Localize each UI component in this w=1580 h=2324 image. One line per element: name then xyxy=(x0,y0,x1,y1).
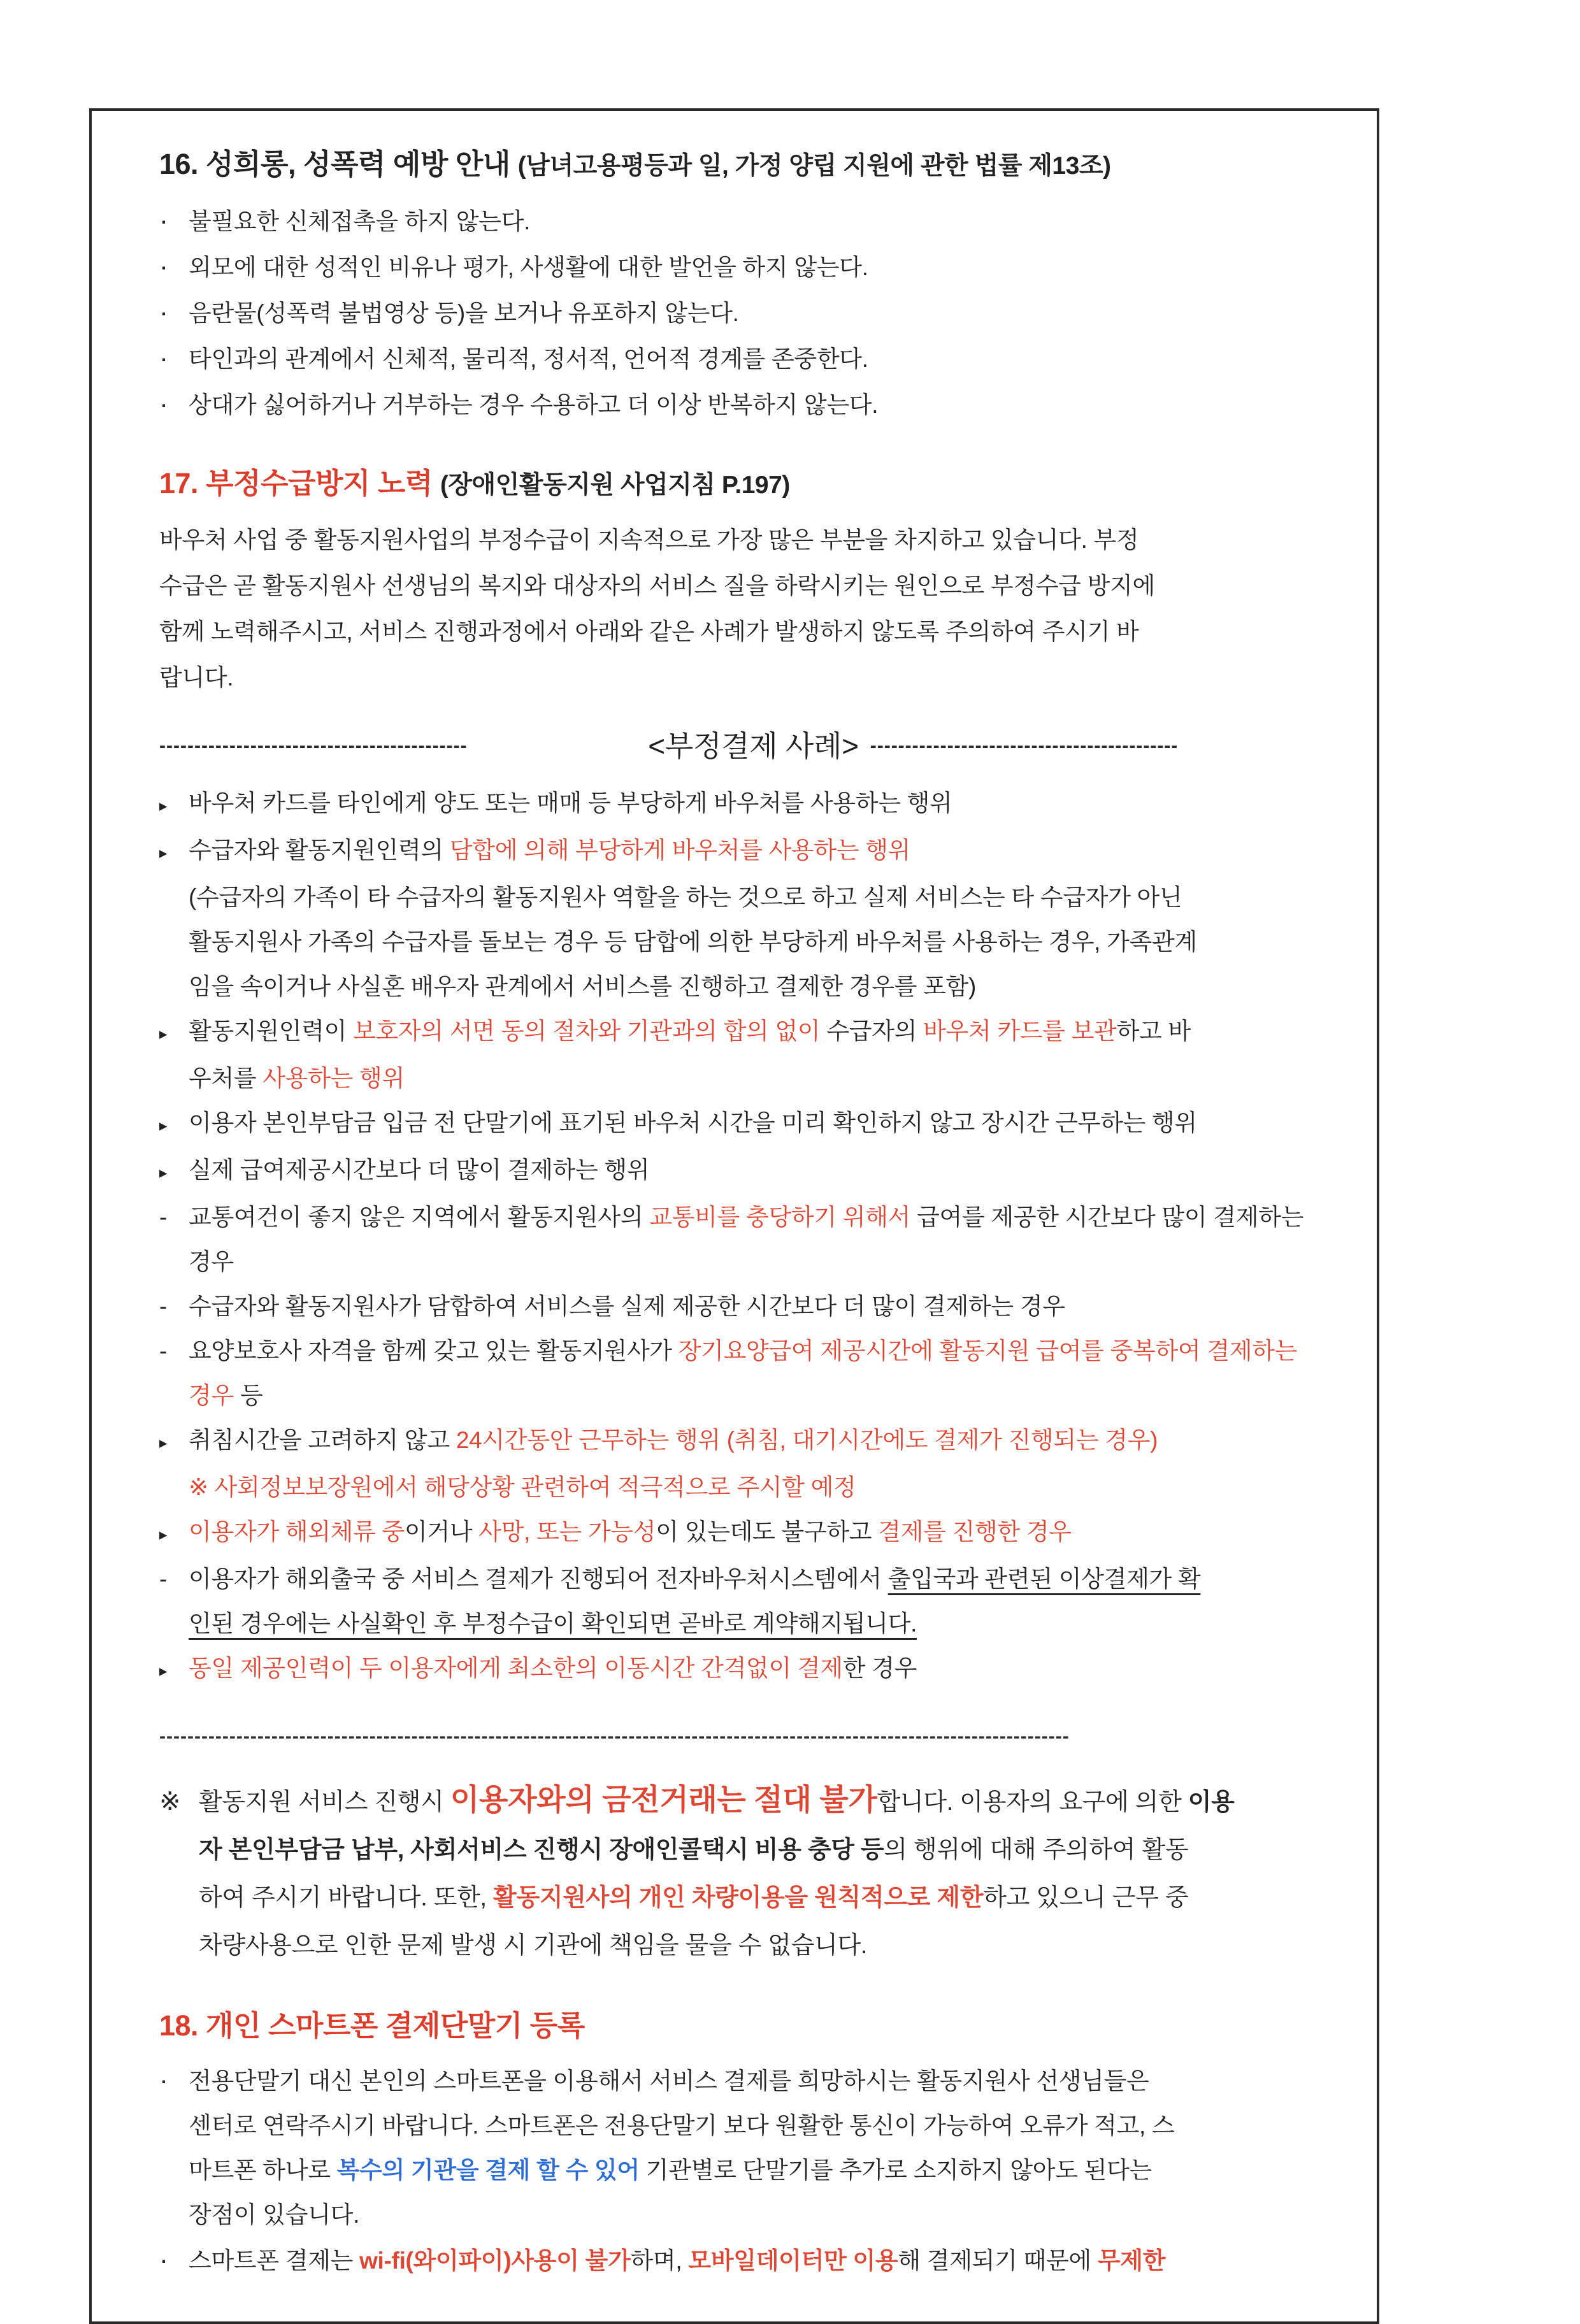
text-segment: 이거나 xyxy=(404,1519,479,1545)
text-segment: 급여를 제공한 시간보다 많이 결제하는 xyxy=(910,1204,1304,1230)
text-segment: 스마트폰 결제는 xyxy=(189,2248,360,2274)
text-segment: 모바일데이터만 이용 xyxy=(688,2248,898,2274)
text-segment: 사망, 또는 가능성 xyxy=(478,1519,656,1545)
text-segment: 우처를 xyxy=(189,1065,263,1091)
text-segment: 등 xyxy=(233,1382,263,1409)
text-segment: 경우 xyxy=(189,1382,234,1409)
text-line xyxy=(159,875,1347,920)
text-line xyxy=(159,1557,1347,1602)
section-17 xyxy=(159,464,1347,1970)
text-line xyxy=(159,382,1347,427)
text-segment: 사용하는 행위 xyxy=(262,1065,405,1091)
text-segment: 불필요한 신체접촉을 하지 않는다. xyxy=(189,208,531,234)
line-text xyxy=(159,655,1347,701)
text-segment: 센터로 연락주시기 바랍니다. 스마트폰은 전용단말기 보다 원활한 통신이 가능하여 오류가 적고, 스 xyxy=(189,2112,1175,2139)
text-segment: 자 본인부담금 납부, 사회서비스 진행시 장애인콜택시 비용 충당 등 xyxy=(199,1837,884,1863)
text-segment: 수급은 곧 활동지원사 선생님의 복지와 대상자의 서비스 질을 하락시키는 원인으로 부정수급 방지에 xyxy=(159,573,1155,599)
line-text xyxy=(189,199,1347,244)
text-line xyxy=(159,655,1347,701)
text-segment: 이용 xyxy=(1188,1789,1235,1816)
text-segment: 상대가 싫어하거나 거부하는 경우 수용하고 더 이상 반복하지 않는다. xyxy=(189,392,879,418)
text-line xyxy=(159,1775,1347,1826)
line-text xyxy=(189,1329,1347,1374)
text-line xyxy=(159,336,1347,382)
text-segment: 한 경우 xyxy=(842,1655,917,1681)
text-segment: 수급자와 활동지원인력의 xyxy=(189,837,450,863)
text-segment: 활동지원사 가족의 수급자를 돌보는 경우 등 담합에 의한 부당하게 바우처를 사용하는 경우, 가족관계 xyxy=(189,929,1197,955)
text-segment: 복수의 기관을 결제 할 수 있어 xyxy=(336,2157,640,2183)
text-segment: 하고 있으니 근무 중 xyxy=(983,1884,1189,1911)
bullet-marker: · xyxy=(159,2065,168,2095)
text-segment: 이용자가 해외체류 중 xyxy=(189,1519,405,1545)
text-segment: ※ 사회정보보장원에서 해당상황 관련하여 적극적으로 주시할 예정 xyxy=(189,1474,856,1500)
line-text xyxy=(189,2193,1347,2237)
line-text xyxy=(159,517,1347,563)
text-segment: 함께 노력해주시고, 서비스 진행과정에서 아래와 같은 사례가 발생하지 않도록 주의하여 주시기 바 xyxy=(159,619,1139,645)
line-text xyxy=(189,965,1347,1009)
line-text xyxy=(189,781,1347,826)
line-text xyxy=(189,1557,1347,1602)
text-segment: 하고 바 xyxy=(1116,1018,1191,1044)
line-text xyxy=(189,1240,1347,1284)
section-16-heading xyxy=(159,145,1347,185)
text-segment: 차량사용으로 인한 문제 발생 시 기관에 책임을 물을 수 없습니다. xyxy=(199,1932,868,1959)
text-segment: 수급자와 활동지원사가 담합하여 서비스를 실제 제공한 시간보다 더 많이 결제하는 경우 xyxy=(189,1293,1065,1319)
text-line xyxy=(159,1056,1347,1101)
text-line xyxy=(159,965,1347,1009)
line-text xyxy=(159,145,1347,185)
text-segment: 바우처 사업 중 활동지원사업의 부정수급이 지속적으로 가장 많은 부분을 차지하고 있습니다. 부정 xyxy=(159,527,1139,553)
text-segment: 18. 개인 스마트폰 결제단말기 등록 xyxy=(159,2009,585,2042)
dashed-divider xyxy=(159,1712,1133,1759)
text-line xyxy=(159,781,1347,828)
line-text xyxy=(189,1418,1347,1463)
bullet-marker: ▸ xyxy=(159,1662,168,1680)
text-segment: 실제 급여제공시간보다 더 많이 결제하는 행위 xyxy=(189,1157,650,1183)
bullet-marker: · xyxy=(159,251,168,281)
line-text xyxy=(189,1374,1347,1418)
line-text xyxy=(189,2104,1347,2148)
line-text xyxy=(189,383,1347,427)
line-text xyxy=(189,245,1347,290)
line-text xyxy=(189,1101,1347,1145)
text-segment: 이 있는데도 불구하고 xyxy=(656,1519,879,1545)
text-segment: 무제한 xyxy=(1097,2248,1166,2274)
line-text xyxy=(159,609,1347,655)
text-segment: 24시간동안 근무하는 행위 (취침, 대기시간에도 결제가 진행되는 경우) xyxy=(456,1427,1158,1453)
line-text xyxy=(189,920,1347,965)
text-segment: 활동지원 서비스 진행시 xyxy=(199,1789,450,1816)
bullet-marker: · xyxy=(159,389,168,419)
text-line xyxy=(159,1329,1347,1374)
text-segment: 인된 경우에는 사실확인 후 부정수급이 확인되면 곧바로 계약해지됩니다. xyxy=(189,1610,917,1637)
text-line xyxy=(159,1510,1347,1557)
text-line xyxy=(159,563,1347,609)
bullet-marker: · xyxy=(159,343,168,373)
text-segment: 외모에 대한 성적인 비유나 평가, 사생활에 대한 발언을 하지 않는다. xyxy=(189,254,868,280)
line-text xyxy=(189,1284,1347,1329)
text-segment: 해 결제되기 때문에 xyxy=(898,2248,1098,2274)
section-16 xyxy=(159,145,1347,427)
section-17-heading xyxy=(159,464,1347,505)
text-segment: 17. 부정수급방지 노력 xyxy=(159,467,440,499)
text-segment: 활동지원사의 개인 차량이용을 원칙적으로 제한 xyxy=(493,1884,984,1911)
text-segment: 16. 성희롱, 성폭력 예방 안내 xyxy=(159,148,518,180)
text-line xyxy=(159,1240,1347,1284)
line-text xyxy=(189,1465,1347,1510)
line-text xyxy=(189,1148,1347,1193)
line-text xyxy=(159,464,1347,505)
line-text xyxy=(189,1510,1347,1554)
bullet-marker: · xyxy=(159,205,168,235)
text-line xyxy=(159,198,1347,244)
text-segment: (남녀고용평등과 일, 가정 양립 지원에 관한 법률 제13조) xyxy=(517,152,1111,180)
text-line xyxy=(159,1284,1347,1329)
text-segment: 동일 제공인력이 두 이용자에게 최소한의 이동시간 간격없이 결제 xyxy=(189,1655,843,1681)
line-text xyxy=(159,2007,1347,2045)
text-segment: 이용자와의 금전거래는 절대 불가 xyxy=(450,1782,877,1816)
text-segment: (장애인활동지원 사업지침 P.197) xyxy=(440,471,790,499)
line-text xyxy=(189,337,1347,382)
text-segment: 의 행위에 대해 주의하여 활동 xyxy=(884,1837,1189,1863)
section-18 xyxy=(159,2007,1347,2283)
line-text xyxy=(189,1602,1347,1646)
text-segment: 하며, xyxy=(630,2248,689,2274)
line-text xyxy=(189,875,1347,920)
line-text xyxy=(189,1056,1347,1101)
bullet-marker: ▸ xyxy=(159,1164,168,1182)
line-text xyxy=(189,828,1347,873)
line-text xyxy=(189,2148,1347,2193)
text-segment: 하여 주시기 바랍니다. 또한, xyxy=(199,1884,494,1911)
text-segment: <부정결제 사례> xyxy=(648,729,859,763)
text-segment: 전용단말기 대신 본인의 스마트폰을 이용해서 서비스 결제를 희망하시는 활동지원사 선생님들은 xyxy=(189,2068,1149,2094)
document-content xyxy=(159,145,1347,2283)
line-text xyxy=(159,563,1347,609)
text-line xyxy=(159,1465,1347,1510)
bullet-marker: · xyxy=(159,297,168,327)
section-18-heading xyxy=(159,2007,1347,2045)
text-segment: 이용자 본인부담금 입금 전 단말기에 표기된 바우처 시간을 미리 확인하지 않고 장시간 근무하는 행위 xyxy=(189,1110,1197,1136)
text-line xyxy=(159,1602,1347,1646)
text-segment: 경우 xyxy=(189,1249,234,1275)
text-line xyxy=(159,1826,1347,1874)
text-segment: 활동지원인력이 xyxy=(189,1018,354,1044)
text-line xyxy=(159,290,1347,336)
line-text xyxy=(189,2239,1347,2283)
line-text xyxy=(159,1712,1133,1759)
bullet-marker: - xyxy=(159,1204,168,1230)
line-text xyxy=(189,2059,1347,2104)
text-segment: 담합에 의해 부당하게 바우처를 사용하는 행위 xyxy=(449,837,911,863)
line-text xyxy=(159,724,1347,768)
text-line xyxy=(159,2193,1347,2237)
line-text xyxy=(189,1009,1347,1054)
text-segment: 요양보호사 자격을 함께 갖고 있는 활동지원사가 xyxy=(189,1338,679,1364)
text-segment: 보호자의 서면 동의 절차와 기관과의 합의 없이 xyxy=(353,1018,821,1044)
text-line xyxy=(159,244,1347,290)
text-segment: 출입국과 관련된 이상결제가 확 xyxy=(887,1566,1201,1592)
text-segment: 이용자가 해외출국 중 서비스 결제가 진행되어 전자바우처시스템에서 xyxy=(189,1566,888,1592)
line-text xyxy=(199,1874,1347,1922)
page-border xyxy=(89,108,1379,2324)
text-segment: (수급자의 가족이 타 수급자의 활동지원사 역할을 하는 것으로 하고 실제 서비스는 타 수급자가 아닌 xyxy=(189,884,1182,910)
text-line xyxy=(159,1101,1347,1148)
text-segment: 교통비를 충당하기 위해서 xyxy=(649,1204,911,1230)
text-line xyxy=(159,1874,1347,1922)
text-segment: 결제를 진행한 경우 xyxy=(878,1519,1072,1545)
text-line xyxy=(159,2237,1347,2283)
line-text xyxy=(199,1826,1347,1874)
text-line xyxy=(159,1009,1347,1056)
text-line xyxy=(159,1922,1347,1970)
text-line xyxy=(159,517,1347,563)
bullet-marker: ▸ xyxy=(159,1025,168,1043)
note-asterisk-marker: ※ xyxy=(159,1788,181,1816)
text-segment: 바우처 카드를 보관 xyxy=(923,1018,1117,1044)
text-line xyxy=(159,2148,1347,2193)
text-line xyxy=(159,1148,1347,1195)
text-segment: -------------------------------------------- xyxy=(159,735,468,756)
text-segment: wi-fi(와이파이)사용이 불가 xyxy=(359,2248,631,2274)
bullet-marker: ▸ xyxy=(159,1526,168,1544)
text-segment: 랍니다. xyxy=(159,664,234,691)
text-line xyxy=(159,1195,1347,1240)
text-segment: 바우처 카드를 타인에게 양도 또는 매매 등 부당하게 바우처를 사용하는 행위 xyxy=(189,790,952,816)
text-line xyxy=(159,1646,1347,1693)
bullet-marker: - xyxy=(159,1566,168,1592)
text-segment: ---------------------------------------------------------------------------------------------------------------------------------- xyxy=(159,1726,1070,1747)
text-segment: 음란물(성폭력 불법영상 등)을 보거나 유포하지 않는다. xyxy=(189,300,739,326)
text-line xyxy=(159,2058,1347,2104)
bullet-marker: · xyxy=(159,2244,168,2274)
bullet-marker: ▸ xyxy=(159,1117,168,1135)
text-segment: 마트폰 하나로 xyxy=(189,2157,337,2183)
line-text xyxy=(189,291,1347,336)
bullet-marker: - xyxy=(159,1293,168,1319)
text-segment: 타인과의 관계에서 신체적, 물리적, 정서적, 언어적 경계를 존중한다. xyxy=(189,346,868,372)
line-text xyxy=(199,1775,1347,1826)
text-segment: 수급자의 xyxy=(820,1018,924,1044)
case-divider-label xyxy=(159,724,1347,768)
text-segment: 장점이 있습니다. xyxy=(189,2202,360,2228)
line-text xyxy=(199,1922,1347,1970)
text-line xyxy=(159,828,1347,875)
text-segment: 취침시간을 고려하지 않고 xyxy=(189,1427,456,1453)
text-line xyxy=(159,2104,1347,2148)
bullet-marker: ▸ xyxy=(159,1434,168,1452)
line-text xyxy=(189,1195,1347,1240)
text-line xyxy=(159,1418,1347,1465)
text-segment: 기관별로 단말기를 추가로 소지하지 않아도 된다는 xyxy=(639,2157,1152,2183)
line-text xyxy=(189,1646,1347,1691)
bullet-marker: ▸ xyxy=(159,844,168,862)
bullet-marker: ▸ xyxy=(159,797,168,815)
text-segment: 임을 속이거나 사실혼 배우자 관계에서 서비스를 진행하고 결제한 경우를 포함) xyxy=(189,973,976,1000)
text-segment: 장기요양급여 제공시간에 활동지원 급여를 중복하여 결제하는 xyxy=(678,1338,1298,1364)
bullet-marker: - xyxy=(159,1338,168,1364)
text-segment: -------------------------------------------- xyxy=(870,735,1179,756)
text-segment: 합니다. 이용자의 요구에 의한 xyxy=(877,1789,1188,1816)
text-line xyxy=(159,1374,1347,1418)
text-segment: 교통여건이 좋지 않은 지역에서 활동지원사의 xyxy=(189,1204,650,1230)
text-line xyxy=(159,609,1347,655)
text-line xyxy=(159,920,1347,965)
